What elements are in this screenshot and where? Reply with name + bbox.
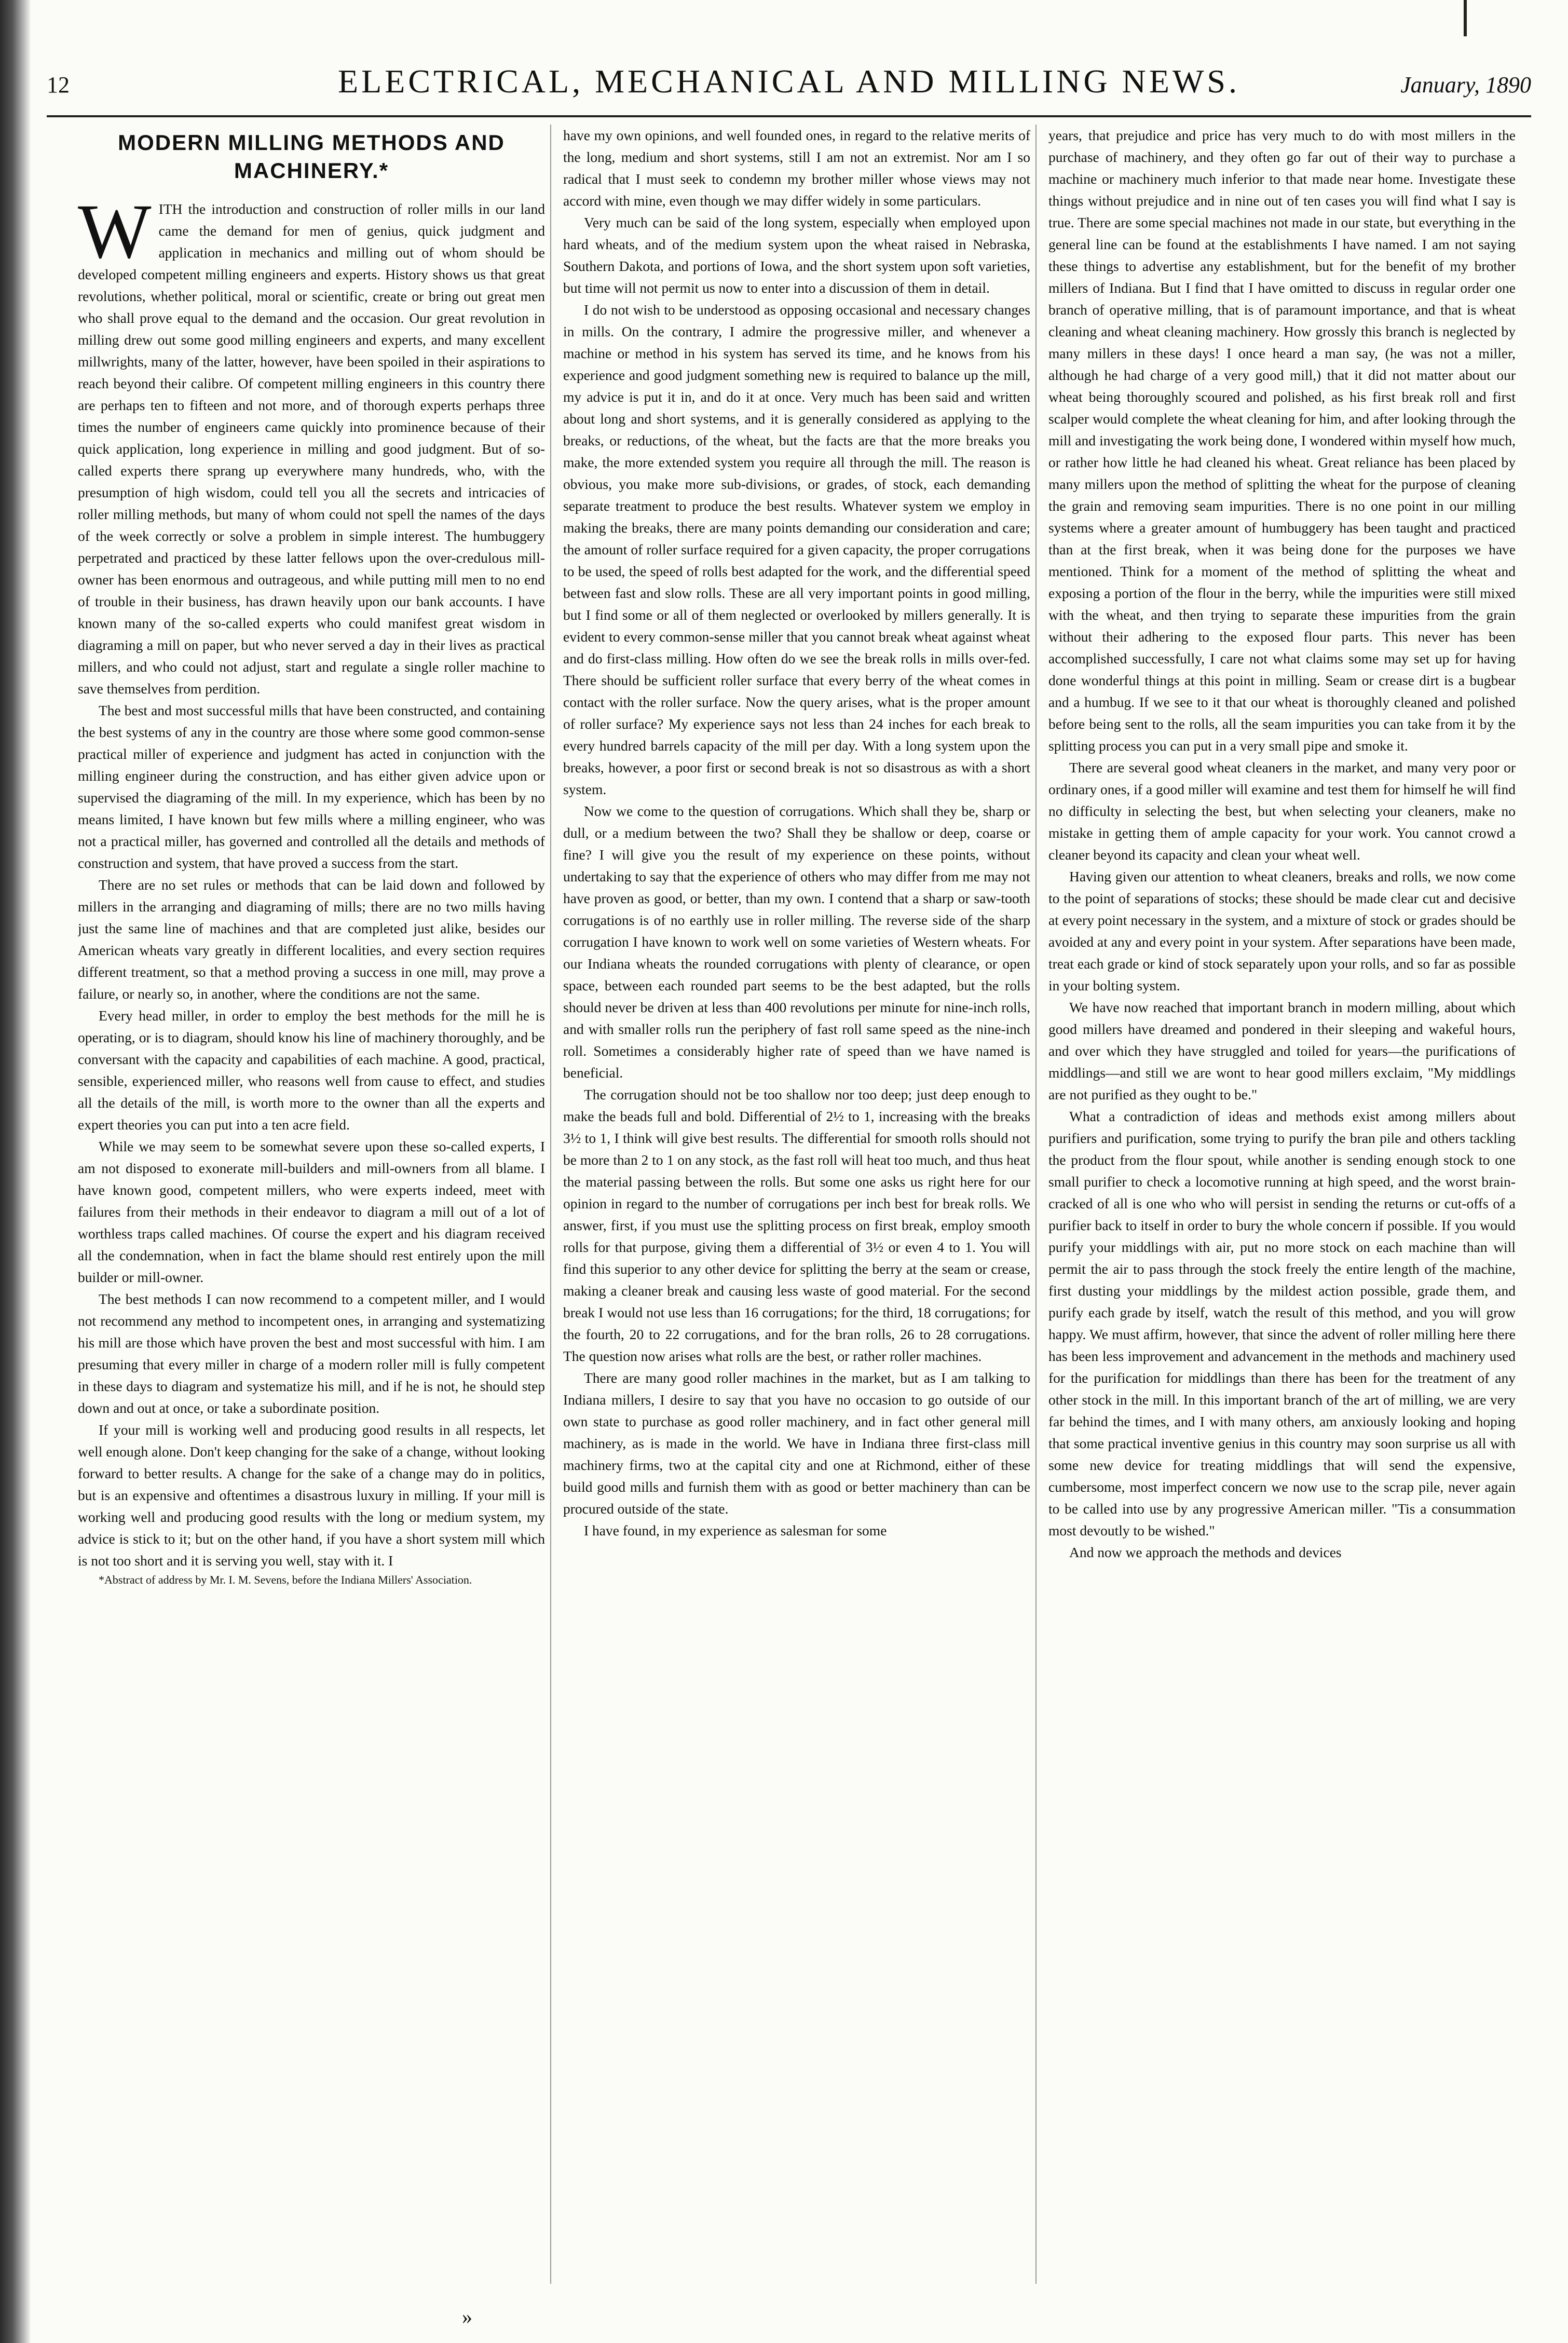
- footer-mark: »: [462, 2305, 472, 2328]
- paragraph: Every head miller, in order to employ the best methods for the mill he is operating, or is to diagram, should know his line of machinery thoroughly, and be conversant with the capacity and capabilities of each machine. A good, practical, sensible, experienced miller, who reasons well from cause to effect, and studies all the details of the mill, is worth more to the owner than all the experts and expert theories you can put into a ten acre field.: [78, 1007, 545, 1133]
- journal-title: ELECTRICAL, MECHANICAL AND MILLING NEWS.: [338, 63, 1240, 100]
- drop-cap: W: [78, 188, 152, 275]
- column-rule-2: [1035, 125, 1037, 2284]
- article-title: MODERN MILLING METHODS AND MACHINERY.*: [118, 130, 505, 183]
- column-1: [78, 125, 545, 2284]
- page-number: 12: [47, 72, 70, 98]
- paragraph: There are several good wheat cleaners in the market, and many very poor or ordinary ones, if a good miller will examine and test them for himself he will find no difficulty in selecting the best, but when selecting your cleaners, make no mistake in getting them of ample capacity for your work. You cannot crowd a cleaner beyond its capacity and clean your wheat well.: [1048, 759, 1516, 863]
- paragraph: I have found, in my experience as salesman for some: [584, 1522, 887, 1538]
- footnote: *Abstract of address by Mr. I. M. Sevens, before the Indiana Millers' Association.: [99, 1573, 472, 1586]
- paragraph: WITH the introduction and construction of roller mills in our land came the demand for men of genius, quick judgment and application in mechanics and milling out of whom should be developed competent milling engineers and experts. History shows us that great revolutions, whether political, moral or scientific, create or bring out great men who shall prove equal to the demand and the occasion. Our great revolution in milling drew out some good milling engineers and experts, and many excellent millwrights, many of the latter, however, have been spoiled in their aspirations to reach beyond their calibre. Of competent milling engineers in this country there are perhaps ten to fifteen and not more, and of thorough experts perhaps three times the number of engineers came quickly into prominence because of their quick application, long experience in milling and good judgment. But of so-called experts there sprang up everywhere many hundreds, who, with the presumption of high wisdom, could tell you all the secrets and intricacies of roller milling methods, but many of whom could not spell the names of the days of the week correctly or solve a problem in simple interest. The humbuggery perpetrated and practiced by these latter fellows upon the over-credulous mill-owner has been enormous and outrageous, and while putting mill men to no end of trouble in their business, has drawn heavily upon our bank accounts. I have known many of the so-called experts who could manifest great wisdom in diagraming a mill on paper, but who never served a day in their lives as practical millers, and who could not adjust, start and regulate a single roller machine to save themselves from perdition.: [78, 188, 545, 697]
- paragraph: Having given our attention to wheat cleaners, breaks and rolls, we now come to the point of separations of stocks; these should be made clear cut and decisive at every point necessary in the system, and a mixture of stock or grades should be avoided at any and every point in your system. After separations have been made, treat each grade or kind of stock separately upon your rolls, and so far as possible in your bolting system.: [1048, 868, 1516, 993]
- paragraph: We have now reached that important branch in modern milling, about which good millers have dreamed and pondered in their sleeping and wakeful hours, and over which they have struggled and toiled for years—the purifications of middlings—and still we are wont to hear good millers exclaim, "My middlings are not purified as they ought to be.": [1048, 999, 1516, 1102]
- page-binding-edge: [0, 0, 31, 2343]
- paragraph: Now we come to the question of corrugations. Which shall they be, sharp or dull, or a medium between the two? Shall they be shallow or deep, coarse or fine? I will give you the result of my experience on these points, without undertaking to say that the experience of others who may differ from me may not have proven as good, or better, than my own. I contend that a sharp or saw-tooth corrugations is of no earthly use in roller milling. The reverse side of the sharp corrugation I have known to work well on some varieties of Western wheats. For our Indiana wheats the rounded corrugations with plenty of clearance, or open space, between each rounded part seems to be the best adapted, but the rolls should never be driven at less than 400 revolutions per minute for nine-inch rolls, and with smaller rolls run the periphery of fast roll same speed as the nine-inch roll. Sometimes a considerably higher rate of speed than we have named is beneficial.: [563, 803, 1030, 1081]
- column-3: [1048, 125, 1516, 2284]
- paragraph: There are no set rules or methods that can be laid down and followed by millers in the arranging and diagraming of mills; there are no two mills having just the same line of machines and that are completed just alike, besides our American wheats vary greatly in different localities, and every section requires different treatment, so that a method proving a success in one mill, may prove a failure, or nearly so, in another, where the conditions are not the same.: [78, 877, 545, 1002]
- paragraph: have my own opinions, and well founded ones, in regard to the relative merits of the long, medium and short systems, still I am not an extremist. Nor am I so radical that I must seek to condemn my brother miller whose views may not accord with mine, even though we may differ widely in some particulars.: [563, 127, 1030, 209]
- paragraph: The corrugation should not be too shallow nor too deep; just deep enough to make the beads full and bold. Differential of 2½ to 1, increasing with the breaks 3½ to 1, I think will give best results. The differential for smooth rolls should not be more than 2 to 1 on any stock, as the fast roll will heat too much, and thus heat the material passing between the rolls. But some one asks us right here for our opinion in regard to the number of corrugations per inch best for break rolls. We answer, first, if you must use the splitting process on first break, employ smooth rolls for that purpose, giving them a differential of 3½ or even 4 to 1. You will find this superior to any other device for splitting the berry at the seam or crease, making a cleaner break and causing less waste of good material. For the second break I would not use less than 16 corrugations; for the third, 18 corrugations; for the fourth, 20 to 22 corrugations, and for the bran rolls, 26 to 28 corrugations. The question now arises what rolls are the best, or rather roller machines.: [563, 1086, 1030, 1364]
- column-2: [563, 125, 1030, 2284]
- running-head: [47, 62, 1531, 109]
- paragraph: The best methods I can now recommend to a competent miller, and I would not recommend any method to incompetent ones, in arranging and systematizing his mill are those which have proven the best and most successful with him. I am presuming that every miller in charge of a modern roller mill is fully competent in these days to diagram and systematize his mill, and if he is not, he should step down and out at once, or take a subordinate position.: [78, 1291, 545, 1416]
- paragraph: The best and most successful mills that have been constructed, and containing the best systems of any in the country are those where some good common-sense practical miller of experience and judgment has acted in conjunction with the milling engineer during the construction, and has either given advice upon or supervised the diagraming of the mill. In my experience, which has been by no means limited, I have known but few mills where a milling engineer, who was not a practical miller, has governed and controlled all the details and methods of construction and system, that have proved a success from the start.: [78, 702, 545, 871]
- paragraph: If your mill is working well and producing good results in all respects, let well enough alone. Don't keep changing for the sake of a change, without looking forward to better results. A change for the sake of a change may do in politics, but is an expensive and oftentimes a disastrous luxury in milling. If your mill is working well and producing good results with the long or medium system, my advice is stick to it; but on the other hand, if you have a short system mill which is not too short and it is serving you well, stay with it. I: [78, 1422, 545, 1569]
- issue-date: January, 1890: [1400, 72, 1531, 98]
- paragraph: Very much can be said of the long system, especially when employed upon hard wheats, and of the medium system upon the wheat raised in Nebraska, Southern Dakota, and portions of Iowa, and the short system upon soft varieties, but time will not permit us now to enter into a discussion of them in detail.: [563, 214, 1030, 296]
- paragraph: I do not wish to be understood as opposing occasional and necessary changes in mills. On the contrary, I admire the progressive miller, and whenever a machine or method in his system has served its time, and he knows from his experience and good judgment something new is required to balance up the mill, my advice is put it in, and do it at once. Very much has been said and written about long and short systems, and it is generally considered as applying to the breaks, or reductions, of the wheat, but the facts are that the more breaks you make, the more extended system you require all through the mill. The reason is obvious, you make more sub-divisions, or grades, of stock, each demanding separate treatment to produce the best results. Whatever system we employ in making the breaks, there are many points demanding our consideration and care; the amount of roller surface required for a given capacity, the proper corrugations to be used, the speed of rolls best adapted for the work, and the differential speed between fast and slow rolls. These are all very important points in good milling, but I find some or all of them neglected or overlooked by millers generally. It is evident to every common-sense miller that you cannot break wheat against wheat and do first-class milling. How often do we see the break rolls in mills over-fed. There should be sufficient roller surface that every berry of the wheat comes in contact with the roller surface. Now the query arises, what is the proper amount of roller surface? My experience says not less than 24 inches for each break to every hundred barrels capacity of the mill per day. With a long system upon the breaks, however, a poor first or second break is not so disastrous as with a short system.: [563, 302, 1030, 797]
- corner-ink-mark: [1464, 0, 1467, 36]
- header-rule: [47, 115, 1531, 117]
- paragraph: years, that prejudice and price has very much to do with most millers in the purchase of machinery, and they often go far out of their way to purchase a machine or machinery much inferior to that made near home. Investigate these things without prejudice and in nine out of ten cases you will find what I say is true. There are some special machines not made in our state, but everything in the general line can be found at the establishments I have named. I am not saying these things to advertise any establishment, but for the benefit of my brother millers of Indiana. But I find that I have omitted to discuss in regular order one branch of operative milling, that is of paramount importance, and that is wheat cleaning and wheat cleaning machinery. How grossly this branch is neglected by many millers in these days! I once heard a man say, (he was not a miller, although he had charge of a very good mill,) that it did not matter about our wheat being thoroughly scoured and polished, as his first break roll and first scalper would complete the wheat cleaning for him, and after looking through the mill and investigating the work being done, I wondered within myself how much, or rather how little he had cleaned his wheat. Great reliance has been placed by many millers upon the method of splitting the wheat for the purpose of cleaning the grain and removing seam impurities. There is no one point in our milling systems where a greater amount of humbuggery has been taught and practiced than at the first break, when it was being done for the purposes we have mentioned. Think for a moment of the method of splitting the wheat and exposing a portion of the flour in the berry, while the impurities were still mixed with the wheat, and then trying to separate these impurities from the grain without their adhering to the exposed flour parts. This never has been accomplished successfully, I care not what claims some may set up for having done wonderful things at this point in milling. Seam or crease dirt is a bugbear and a humbug. If we see to it that our wheat is thoroughly cleaned and polished before being sent to the rolls, all the seam impurities you can take from it by the splitting process you can put in a very small pipe and smoke it.: [1048, 127, 1516, 754]
- paragraph: What a contradiction of ideas and methods exist among millers about purifiers and purification, some trying to purify the bran pile and others tackling the product from the flour spout, while another is sending enough stock to one small purifier to check a locomotive running at high speed, and the worst brain-cracked of all is one who who will persist in sending the returns or cut-offs of a purifier back to itself in order to bury the whole concern if possible. If you would purify your middlings with air, put no more stock on each machine than will permit the air to pass through the stock freely the entire length of the machine, first dusting your middlings by the mildest action possible, grade them, and purify each grade by itself, watch the result of this method, and you will grow happy. We must affirm, however, that since the advent of roller milling here there has been less improvement and advancement in the methods and machinery used for the purification for middlings than there has been for the treatment of any other stock in the mill. In this important branch of the art of milling, we are very far behind the times, and I with many others, am anxiously looking and hoping that some practical inventive genius in this country may soon surprise us all with some new device for treating middlings that will send the expensive, cumbersome, most imperfect concern we now use to the scrap pile, never again to be called into use by any progressive American miller. "Tis a consummation most devoutly to be wished.": [1048, 1108, 1516, 1538]
- paragraph: There are many good roller machines in the market, but as I am talking to Indiana millers, I desire to say that you have no occasion to go outside of our own state to purchase as good roller machinery, and in fact other general mill machinery, as is made in the world. We have in Indiana three first-class mill machinery firms, two at the capital city and one at Richmond, either of these build good mills and furnish them with as good or better machinery than can be procured outside of the state.: [563, 1370, 1030, 1517]
- paragraph: And now we approach the methods and devices: [1069, 1544, 1342, 1560]
- column-rule-1: [550, 125, 551, 2284]
- paragraph: While we may seem to be somewhat severe upon these so-called experts, I am not disposed to exonerate mill-builders and mill-owners from all blame. I have known good, competent millers, who were experts indeed, meet with failures from their methods in their endeavor to diagram a mill out of a lot of worthless traps called machines. Of course the expert and his diagram received all the condemnation, when in fact the blame should rest entirely upon the mill builder or mill-owner.: [78, 1138, 545, 1285]
